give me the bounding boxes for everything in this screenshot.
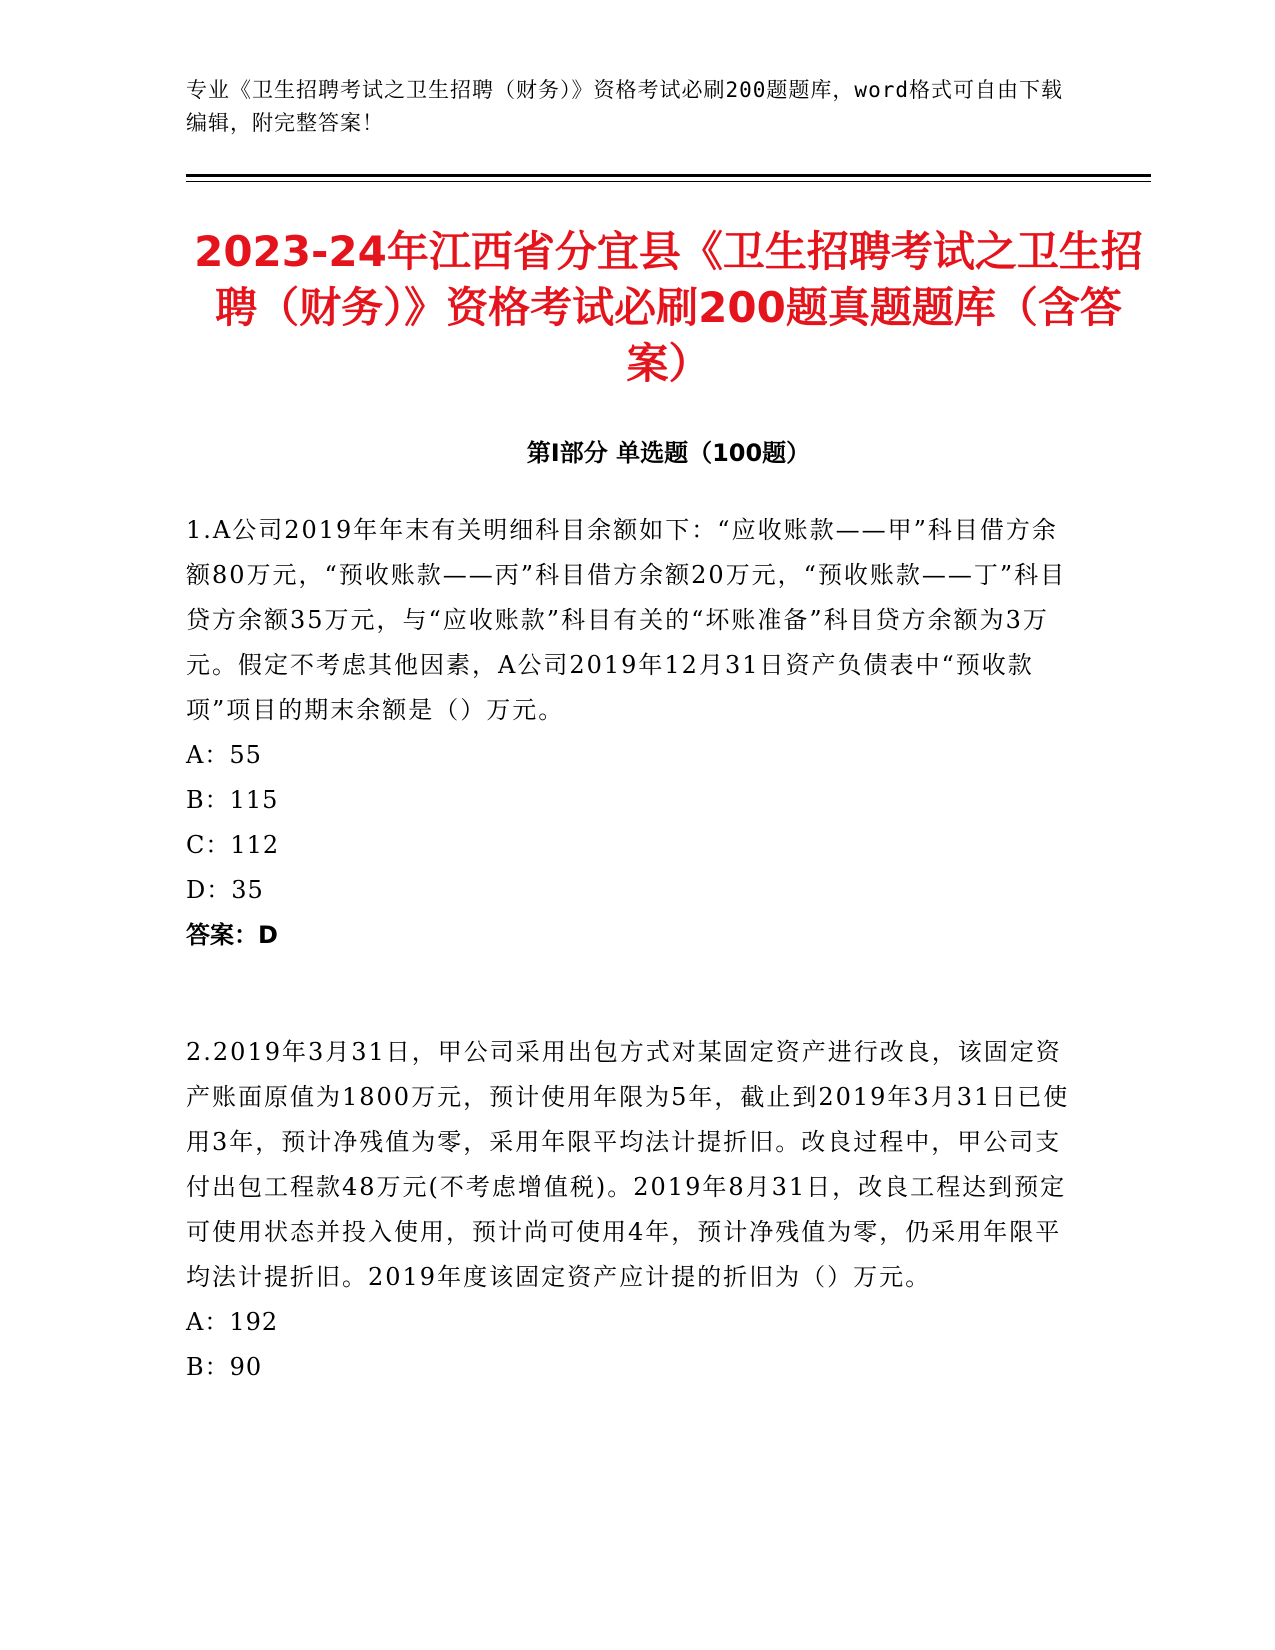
header-note: 专业《卫生招聘考试之卫生招聘（财务）》资格考试必刷200题题库，word格式可自由下载编辑，附完整答案！ [186,78,1063,135]
header-divider-thin [186,181,1151,182]
option-b: B：115 [186,786,279,814]
question-1 [186,508,1076,958]
option-b: B：90 [186,1353,263,1381]
option-d: D：35 [186,876,264,904]
section-title: 第Ⅰ部分 单选题（100题） [526,439,811,467]
option-a: A：192 [186,1308,279,1336]
answer-label: 答案：D [186,921,278,949]
option-a: A：55 [186,741,262,769]
document-title: 2023-24年江西省分宜县《卫生招聘考试之卫生招聘（财务）》资格考试必刷200题真题题库（含答案） [194,227,1143,388]
question-2 [186,1030,1076,1390]
question-stem: 1.A公司2019年年末有关明细科目余额如下：“应收账款——甲”科目借方余额80万元，“预收账款——丙”科目借方余额20万元，“预收账款——丁”科目贷方余额35万元，与“应收账款”科目有关的“坏账准备”科目贷方余额为3万元。假定不考虑其他因素，A公司2019年12月31日资产负债表中“预收款项”项目的期末余额是（）万元。 [186,516,1067,724]
header-divider-thick [186,174,1151,177]
question-stem: 2.2019年3月31日，甲公司采用出包方式对某固定资产进行改良，该固定资产账面原值为1800万元，预计使用年限为5年，截止到2019年3月31日已使用3年，预计净残值为零，采用年限平均法计提折旧。改良过程中，甲公司支付出包工程款48万元(不考虑增值税)。2019年8月31日，改良工程达到预定可使用状态并投入使用，预计尚可使用4年，预计净残值为零，仍采用年限平均法计提折旧。2019年度该固定资产应计提的折旧为（）万元。 [186,1038,1070,1291]
option-c: C：112 [186,831,280,859]
